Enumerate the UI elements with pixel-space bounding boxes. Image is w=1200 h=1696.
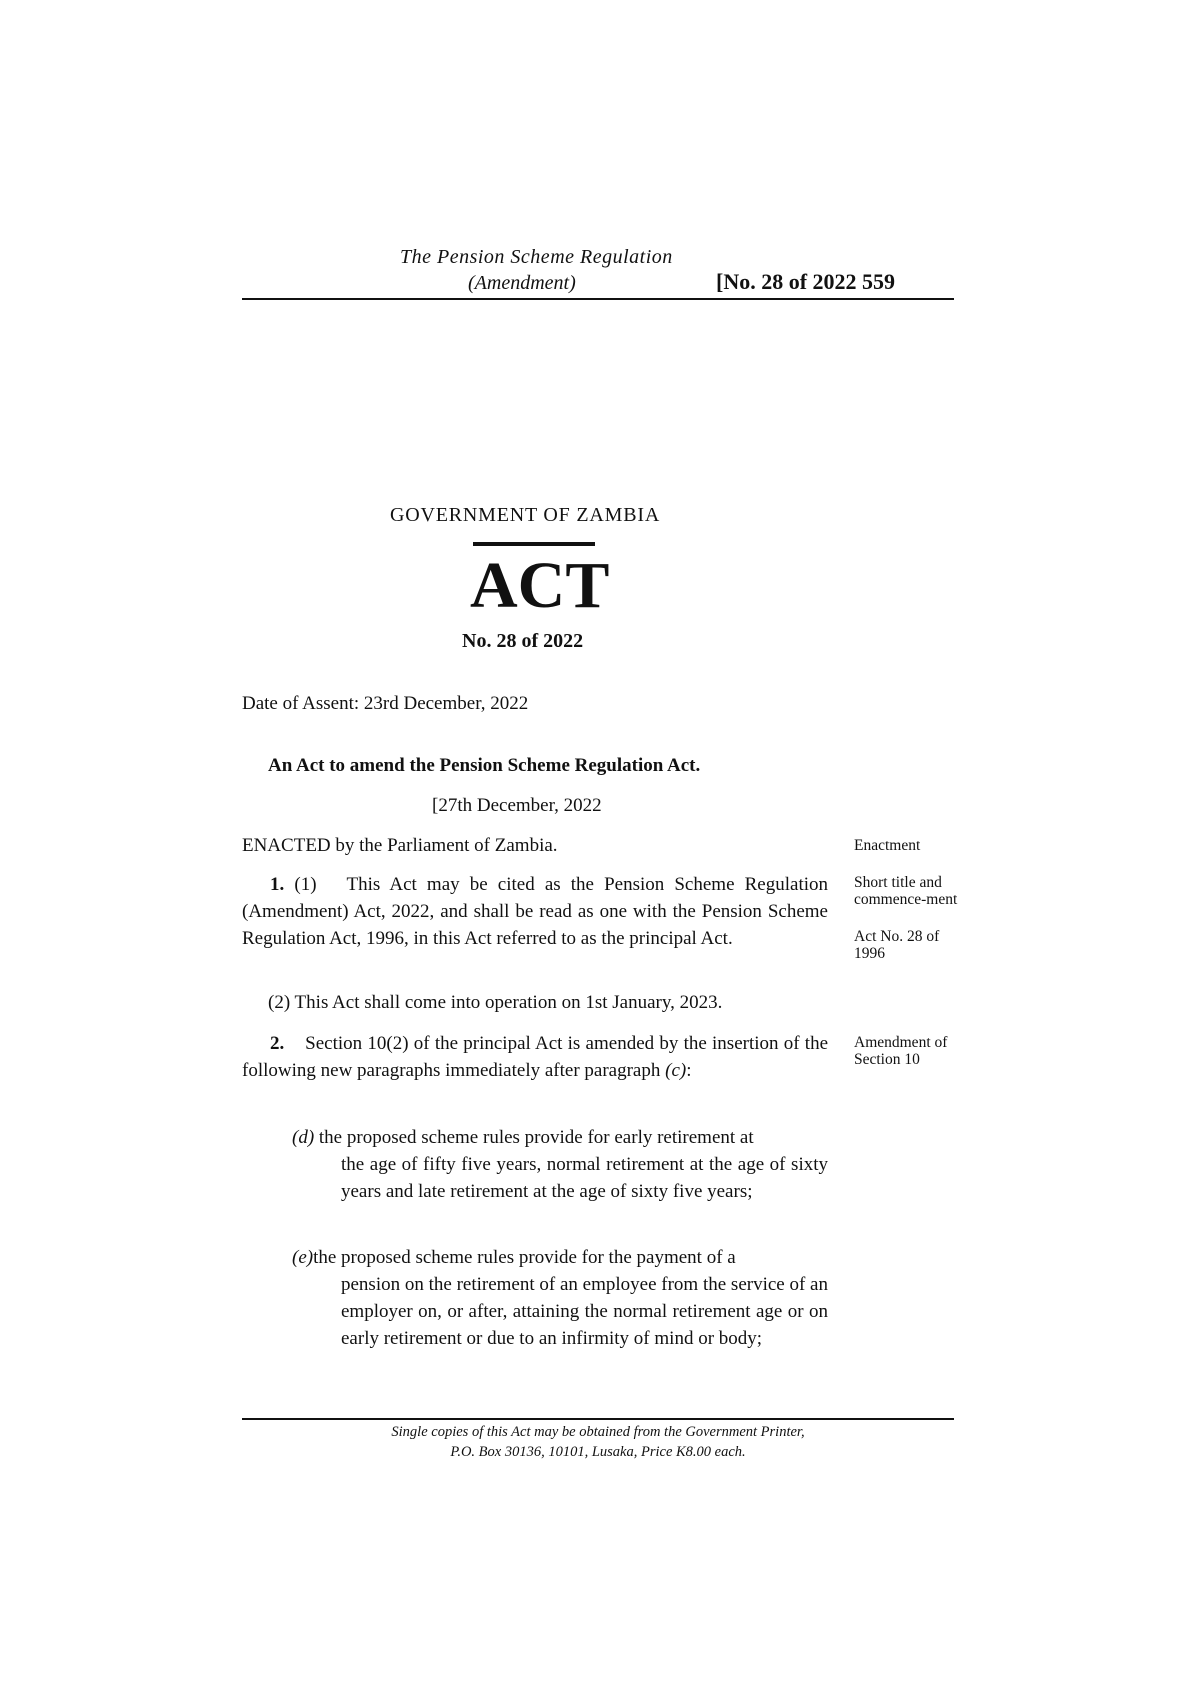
marginal-note-amendment: Amendment of Section 10	[854, 1034, 948, 1068]
section-2-paragraph-ref: (c)	[665, 1060, 687, 1081]
long-title: An Act to amend the Pension Scheme Regulation Act.	[268, 755, 701, 776]
paragraph-e-first-line: the proposed scheme rules provide for the payment of a	[313, 1247, 736, 1268]
paragraph-d-label: (d)	[292, 1127, 315, 1148]
footer-rule	[242, 1418, 954, 1420]
header-rule	[242, 298, 954, 300]
section-2	[242, 1030, 828, 1084]
running-header-subtitle: (Amendment)	[468, 272, 576, 294]
paragraph-e	[292, 1244, 828, 1352]
paragraph-e-label: (e)	[292, 1247, 314, 1268]
paragraph-e-text: pension on the retirement of an employee from the service of an employer on, or after, attaining the normal retirement age or on early retirement or due to an infirmity of mind or body;	[341, 1274, 828, 1349]
marginal-note-short-title: Short title and commence-ment	[854, 874, 958, 908]
paragraph-d-first-line: the proposed scheme rules provide for early retirement at	[314, 1127, 754, 1148]
section-1-number: 1.	[270, 874, 285, 895]
date-of-assent: Date of Assent: 23rd December, 2022	[242, 693, 529, 714]
section-1-sub1-label: (1)	[294, 874, 317, 895]
act-number: No. 28 of 2022	[462, 630, 584, 652]
marginal-note-act-no: Act No. 28 of 1996	[854, 928, 940, 962]
section-2-text-end: :	[686, 1060, 692, 1081]
footer-line-2: P.O. Box 30136, 10101, Lusaka, Price K8.00 each.	[450, 1444, 746, 1460]
paragraph-d	[292, 1124, 828, 1205]
running-header-reference: [No. 28 of 2022 559	[716, 269, 896, 294]
enacting-formula: ENACTED by the Parliament of Zambia.	[242, 835, 558, 856]
commencement-date: [27th December, 2022	[432, 795, 602, 816]
government-heading: GOVERNMENT OF ZAMBIA	[390, 504, 661, 526]
section-1-sub2: (2) This Act shall come into operation on 1st January, 2023.	[268, 992, 723, 1013]
section-2-number: 2.	[270, 1033, 285, 1054]
paragraph-d-text: the age of fifty five years, normal retirement at the age of sixty years and late retirement at the age of sixty five years;	[341, 1154, 828, 1202]
section-1	[242, 871, 828, 952]
section-1-sub1-text: This Act may be cited as the Pension Scheme Regulation (Amendment) Act, 2022, and shall be read as one with the Pension Scheme Regulation Act, 1996, in this Act referred to as the principal Act.	[242, 874, 829, 949]
section-2-text: Section 10(2) of the principal Act is amended by the insertion of the following new paragraphs immediately after paragraph	[242, 1033, 829, 1081]
running-header-title: The Pension Scheme Regulation	[400, 246, 673, 268]
act-title-rule	[473, 542, 595, 546]
footer-line-1: Single copies of this Act may be obtained from the Government Printer,	[391, 1424, 805, 1440]
act-title: ACT	[470, 549, 610, 622]
marginal-note-enactment: Enactment	[854, 837, 921, 854]
